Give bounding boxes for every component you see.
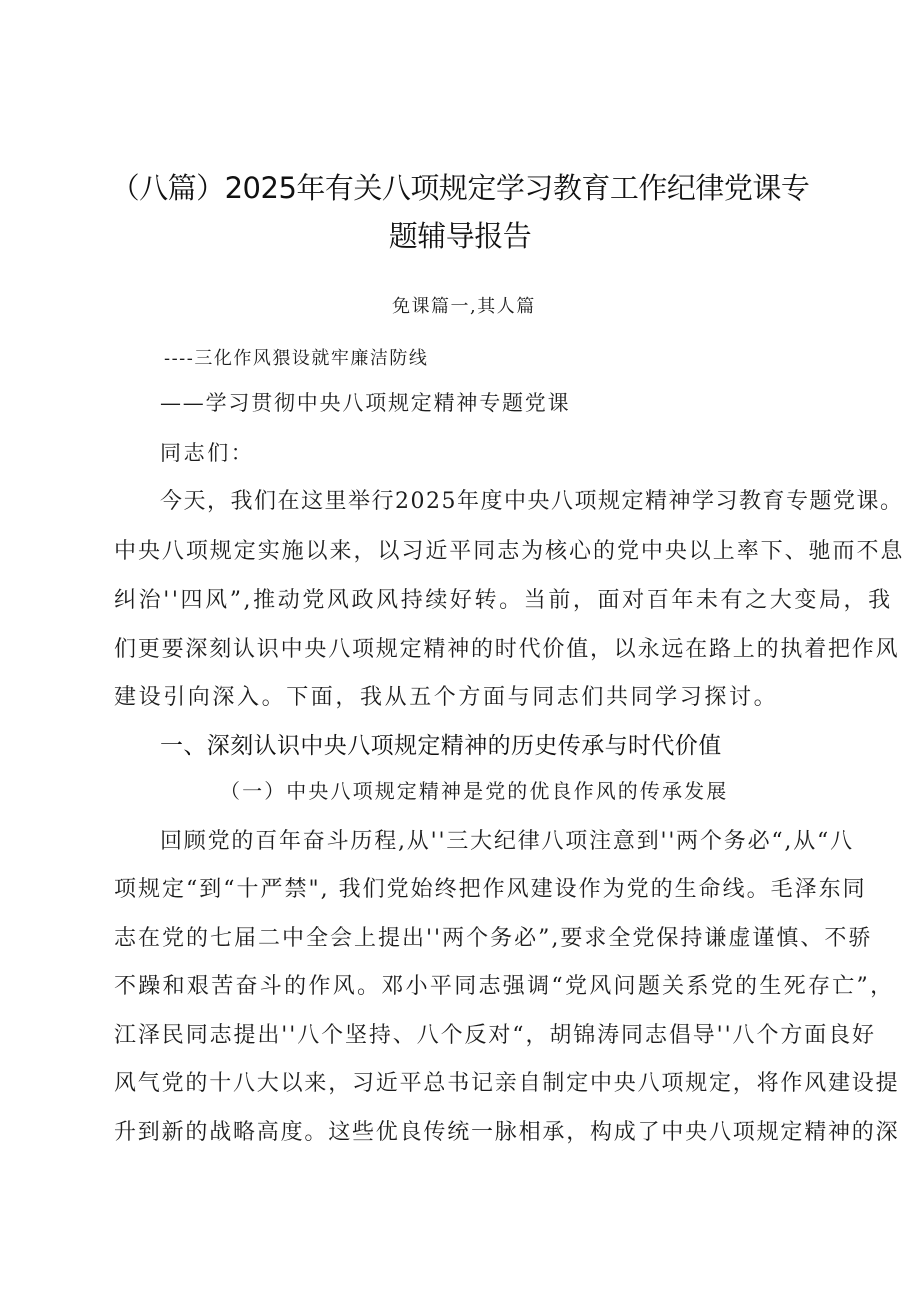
greeting: 同志们：	[160, 441, 255, 465]
paragraph-1-line: 纠治''四风”,推动党风政风持续好转。当前，面对百年未有之大变局，我	[114, 588, 893, 613]
paragraph-1-line: 们更要深刻认识中央八项规定精神的时代价值，以永远在路上的执着把作风	[114, 637, 900, 662]
tagline-1: ----三化作风猥设就牢廉洁防线	[164, 348, 429, 369]
paragraph-2-line: 回顾党的百年奋斗历程,从''三大纪律八项注意到''两个务必“,从“八	[160, 829, 854, 854]
paragraph-2-line: 江泽民同志提出''八个坚持、八个反对“，胡锦涛同志倡导''八个方面良好	[114, 1023, 876, 1048]
subsection-1-heading: （一）中央八项规定精神是党的优良作风的传承发展	[220, 779, 729, 803]
document-subtitle: 免课篇一,其人篇	[392, 296, 536, 317]
paragraph-2-line: 项规定“到“十严禁", 我们党始终把作风建设作为党的生命线。毛泽东同	[114, 877, 867, 902]
section-1-heading: 一、深刻认识中央八项规定精神的历史传承与时代价值	[160, 733, 722, 759]
paragraph-2-line: 风气党的十八大以来，习近平总书记亲自制定中央八项规定，将作风建设提	[114, 1071, 900, 1096]
paragraph-2-line: 志在党的七届二中全会上提出''两个务必”,要求全党保持谦虚谨慎、不骄	[114, 926, 873, 951]
document-title-line-2: 题辅导报告	[388, 219, 532, 253]
document-title-line-1: （八篇）2025年有关八项规定学习教育工作纪律党课专	[110, 171, 810, 205]
paragraph-1-line: 今天，我们在这里举行2025年度中央八项规定精神学习教育专题党课。	[160, 489, 904, 514]
tagline-2: ——学习贯彻中央八项规定精神专题党课	[160, 391, 571, 415]
paragraph-2-line: 不躁和艰苦奋斗的作风。邓小平同志强调“党风问题关系党的生死存亡”，	[114, 974, 895, 999]
paragraph-1-line: 建设引向深入。下面，我从五个方面与同志们共同学习探讨。	[114, 685, 779, 710]
paragraph-1-line: 中央八项规定实施以来，以习近平同志为核心的党中央以上率下、驰而不息	[114, 539, 905, 564]
paragraph-2-line: 升到新的战略高度。这些优良传统一脉相承，构成了中央八项规定精神的深	[114, 1120, 900, 1145]
